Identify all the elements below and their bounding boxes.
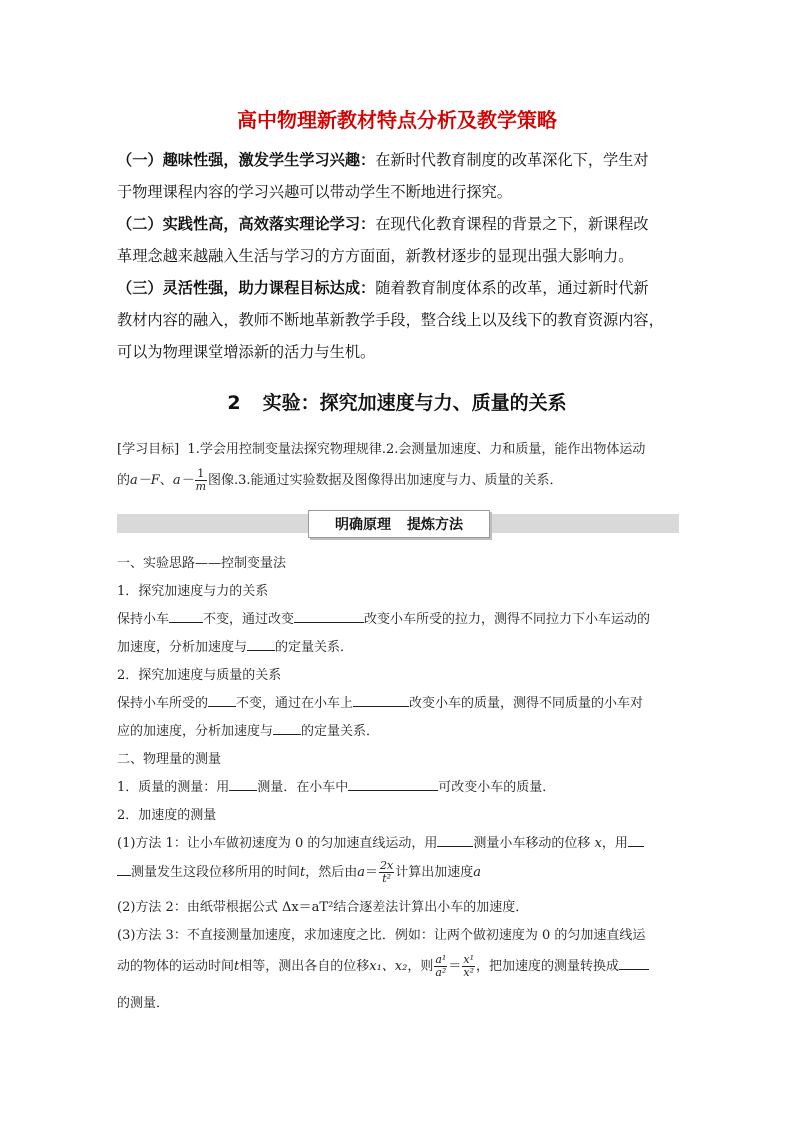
intro-text-3a: 随着教育制度体系的改革，通过新时代新	[375, 279, 649, 297]
fill-blank[interactable]	[169, 608, 203, 623]
objectives-sep: 、	[159, 473, 173, 488]
fraction-2x-over-t2: $\frac{2x}{\text{t²}}$	[380, 859, 394, 885]
fill-blank[interactable]	[437, 832, 473, 847]
lesson-number: 2	[227, 392, 241, 414]
method-1-line-2: 测量发生这段位移所用的时间t，然后由a＝ $\frac{2x}{\text{t²}}$ 计算出加速度a	[117, 860, 481, 885]
intro-paragraph-1	[117, 144, 679, 208]
objectives-line-1	[117, 438, 645, 457]
expr-a-inv-m: a－	[172, 473, 194, 488]
objectives-text-2b: 图像.3.能通过实验数据及图像得出加速度与力、质量的关系．	[208, 473, 563, 488]
intro-lead-3: （三）灵活性强，助力课程目标达成：	[117, 279, 376, 297]
mass-measurement-line: 1．质量的测量：用 测量．在小车中 可改变小车的质量．	[117, 776, 555, 795]
section-bar-label	[308, 510, 490, 538]
fill-blank[interactable]	[628, 832, 644, 847]
document-title: 高中物理新教材特点分析及教学策略	[237, 108, 557, 132]
content-body	[117, 552, 679, 1022]
expr-a-f: a－F	[130, 473, 160, 488]
mass-line-1: 保持小车所受的 不变，通过在小车上 改变小车的质量，测得不同质量的小车对	[117, 692, 643, 711]
force-line-1: 保持小车 不变，通过改变 改变小车所受的拉力，测得不同拉力下小车运动的	[117, 608, 650, 627]
fraction-x1-over-x2: $\frac{\text{x¹}}{\text{x²}}$	[463, 953, 474, 979]
section-bar-right: 提炼方法	[407, 517, 463, 533]
subheading-mass: 2．探究加速度与质量的关系	[117, 668, 282, 683]
objectives-label: [学习目标]	[117, 442, 180, 457]
intro-text-3c: 可以为物理课堂增添新的活力与生机。	[117, 343, 376, 361]
intro-text-2b: 革理念越来越融入生活与学习的方方面面，新教材逐步的显现出强大影响力。	[117, 247, 634, 265]
section-bar-left: 明确原理	[335, 517, 391, 533]
intro-paragraph-3	[117, 272, 679, 368]
method-3-line-2: 动的物体的运动时间t相等，测出各自的位移x₁、x₂，则 $\frac{\text{a¹}}{\text{a²}}$ ＝ $\frac{\text{x¹}}{\text{x²}}$ ，把加速度的测量转换成	[117, 954, 649, 979]
fill-blank[interactable]	[229, 776, 257, 791]
intro-text-3b: 教材内容的融入，教师不断地革新教学手段，整合线上以及线下的教育资源内容，	[117, 311, 664, 329]
intro-lead-2: （二）实践性高，高效落实理论学习：	[117, 215, 376, 233]
objectives-line-2	[117, 468, 563, 493]
fill-blank[interactable]	[619, 955, 649, 970]
method-3-line-3: 的测量．	[117, 996, 170, 1011]
objectives-text-2a: 的	[117, 473, 131, 488]
intro-paragraph-2	[117, 208, 679, 272]
method-2-line: (2)方法 2：由纸带根据公式 Δx＝aT²结合逐差法计算出小车的加速度．	[117, 900, 529, 915]
fill-blank[interactable]	[294, 608, 364, 623]
lesson-title-text: 实验：探究加速度与力、质量的关系	[262, 392, 567, 414]
subheading-acceleration: 2．加速度的测量	[117, 808, 217, 823]
intro-text-2a: 在现代化教育课程的背景之下，新课程改	[375, 215, 649, 233]
fill-blank[interactable]	[353, 692, 409, 707]
lesson-title	[0, 388, 794, 415]
heading-experiment-idea: 一、实验思路——控制变量法	[117, 556, 287, 571]
mass-line-2: 应的加速度，分析加速度与 的定量关系．	[117, 720, 379, 739]
intro-text-1a: 在新时代教育制度的改革深化下，学生对	[375, 151, 649, 169]
fraction-1-over-m: $\frac{1}{m}$	[195, 467, 207, 493]
intro-lead-1: （一）趣味性强，激发学生学习兴趣：	[117, 151, 376, 169]
fill-blank[interactable]	[348, 776, 438, 791]
method-3-line-1: (3)方法 3：不直接测量加速度，求加速度之比．例如：让两个做初速度为 0 的匀加速直线运	[117, 928, 646, 943]
fill-blank[interactable]	[117, 861, 131, 876]
objectives-text-1: 1.学会用控制变量法探究物理规律.2.会测量加速度、力和质量，能作出物体运动	[187, 442, 646, 457]
fraction-a1-over-a2: $\frac{\text{a¹}}{\text{a²}}$	[435, 953, 447, 979]
fill-blank[interactable]	[273, 720, 301, 735]
intro-text-1b: 于物理课程内容的学习兴趣可以带动学生不断地进行探究。	[117, 183, 512, 201]
fill-blank[interactable]	[247, 636, 275, 651]
fill-blank[interactable]	[208, 692, 236, 707]
method-1-line-1: (1)方法 1：让小车做初速度为 0 的匀加速直线运动，用 测量小车移动的位移 x，用	[117, 832, 644, 851]
force-line-2: 加速度，分析加速度与 的定量关系．	[117, 636, 353, 655]
heading-measurement: 二、物理量的测量	[117, 752, 222, 767]
subheading-force: 1．探究加速度与力的关系	[117, 584, 269, 599]
